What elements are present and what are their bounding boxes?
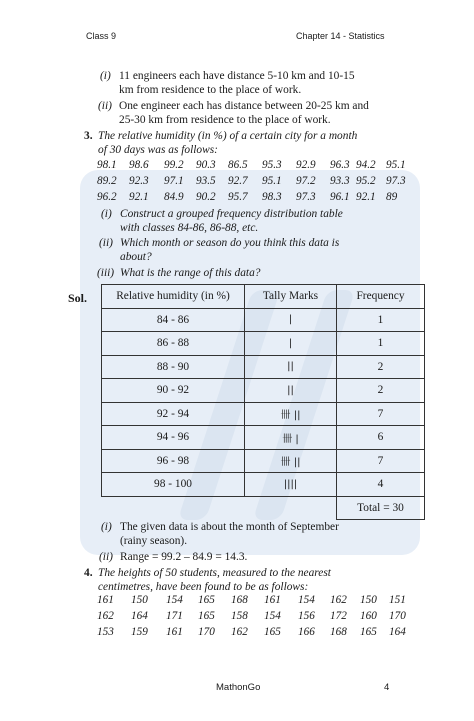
table-row	[102, 379, 425, 403]
solution-label: Sol.	[68, 291, 88, 305]
sol-i-line2: (rainy season).	[120, 535, 188, 547]
q4-number: 4.	[84, 567, 93, 579]
height-value: 150	[131, 594, 148, 606]
class-interval: 94 - 96	[102, 426, 245, 450]
humidity-value: 96.2	[97, 191, 117, 203]
height-value: 162	[330, 594, 347, 606]
table-row	[102, 332, 425, 356]
table-row	[102, 355, 425, 379]
prev-i-marker: (i)	[100, 70, 111, 82]
height-value: 170	[389, 610, 406, 622]
humidity-value: 95.1	[386, 159, 406, 171]
humidity-value: 97.3	[296, 191, 316, 203]
class-interval: 98 - 100	[102, 473, 245, 497]
prev-ii-line1: One engineer each has distance between 20-25 km and	[119, 100, 369, 112]
humidity-value: 92.7	[228, 175, 248, 187]
prev-ii-marker: (ii)	[98, 100, 112, 112]
height-value: 150	[360, 594, 377, 606]
table-row	[102, 449, 425, 473]
class-interval: 90 - 92	[102, 379, 245, 403]
height-value: 171	[166, 610, 183, 622]
height-value: 168	[231, 594, 248, 606]
height-value: 170	[198, 626, 215, 638]
height-value: 159	[131, 626, 148, 638]
height-value: 165	[198, 610, 215, 622]
humidity-value: 95.3	[262, 159, 282, 171]
sol-ii-marker: (ii)	[99, 551, 113, 563]
height-value: 151	[389, 594, 406, 606]
humidity-value: 89.2	[97, 175, 117, 187]
tally-marks: |	[245, 308, 337, 332]
class-interval: 92 - 94	[102, 402, 245, 426]
height-value: 154	[298, 594, 315, 606]
tally-marks: 卌 |	[245, 426, 337, 450]
height-value: 160	[360, 610, 377, 622]
empty-cell	[102, 496, 245, 520]
frequency-value: 2	[337, 379, 425, 403]
humidity-value: 98.3	[262, 191, 282, 203]
humidity-value: 95.1	[262, 175, 282, 187]
humidity-value: 94.2	[356, 159, 376, 171]
prev-i-line1: 11 engineers each have distance 5-10 km and 10-15	[119, 70, 355, 82]
frequency-value: 7	[337, 449, 425, 473]
humidity-value: 95.7	[228, 191, 248, 203]
frequency-value: 6	[337, 426, 425, 450]
q4-line1: The heights of 50 students, measured to the nearest	[98, 567, 331, 579]
humidity-value: 92.1	[129, 191, 149, 203]
q3-ii-line1: Which month or season do you think this data is	[120, 237, 340, 249]
humidity-value: 97.3	[386, 175, 406, 187]
humidity-value: 86.5	[228, 159, 248, 171]
height-value: 153	[97, 626, 114, 638]
height-value: 165	[264, 626, 281, 638]
height-value: 164	[389, 626, 406, 638]
page-number: 4	[384, 682, 390, 693]
header-frequency: Frequency	[337, 285, 425, 309]
height-value: 162	[231, 626, 248, 638]
humidity-value: 99.2	[164, 159, 184, 171]
header-humidity: Relative humidity (in %)	[102, 285, 245, 309]
height-value: 161	[264, 594, 281, 606]
humidity-value: 93.3	[330, 175, 350, 187]
frequency-table	[101, 284, 425, 520]
empty-cell	[245, 496, 337, 520]
header-chapter: Chapter 14 - Statistics	[296, 31, 385, 41]
q3-line2: of 30 days was as follows:	[98, 144, 218, 156]
humidity-value: 95.2	[356, 175, 376, 187]
q3-i-line2: with classes 84-86, 86-88, etc.	[120, 222, 259, 234]
q3-i-marker: (i)	[101, 208, 112, 220]
humidity-value: 92.1	[356, 191, 376, 203]
frequency-total: Total = 30	[337, 496, 425, 520]
height-value: 172	[330, 610, 347, 622]
humidity-value: 90.3	[196, 159, 216, 171]
height-value: 165	[360, 626, 377, 638]
tally-marks: ||	[245, 379, 337, 403]
table-total-row	[102, 496, 425, 520]
humidity-value: 93.5	[196, 175, 216, 187]
tally-marks: ||	[245, 355, 337, 379]
class-interval: 96 - 98	[102, 449, 245, 473]
tally-marks: ||||	[245, 473, 337, 497]
tally-marks: 卌 ||	[245, 402, 337, 426]
footer-brand: MathonGo	[216, 682, 261, 693]
sol-i-line1: The given data is about the month of September	[120, 521, 339, 533]
humidity-value: 98.1	[97, 159, 117, 171]
prev-i-line2: km from residence to the place of work.	[119, 84, 302, 96]
header-class: Class 9	[86, 31, 117, 41]
table-row	[102, 426, 425, 450]
frequency-value: 1	[337, 332, 425, 356]
q3-ii-line2: about?	[120, 251, 152, 263]
humidity-value: 96.1	[330, 191, 350, 203]
humidity-value: 92.9	[296, 159, 316, 171]
humidity-value: 96.3	[330, 159, 350, 171]
class-interval: 84 - 86	[102, 308, 245, 332]
height-value: 166	[298, 626, 315, 638]
frequency-value: 7	[337, 402, 425, 426]
q3-iii-line: What is the range of this data?	[120, 267, 261, 279]
table-row	[102, 473, 425, 497]
header-tally: Tally Marks	[245, 285, 337, 309]
sol-i-marker: (i)	[101, 521, 112, 533]
humidity-value: 92.3	[129, 175, 149, 187]
frequency-value: 4	[337, 473, 425, 497]
height-value: 165	[198, 594, 215, 606]
height-value: 154	[264, 610, 281, 622]
sol-ii-line: Range = 99.2 – 84.9 = 14.3.	[120, 551, 248, 563]
height-value: 164	[131, 610, 148, 622]
q3-i-line1: Construct a grouped frequency distribution table	[120, 208, 343, 220]
tally-marks: |	[245, 332, 337, 356]
q3-ii-marker: (ii)	[99, 237, 113, 249]
frequency-value: 1	[337, 308, 425, 332]
q4-line2: centimetres, have been found to be as follows:	[98, 581, 309, 593]
height-value: 161	[166, 626, 183, 638]
height-value: 168	[330, 626, 347, 638]
height-value: 162	[97, 610, 114, 622]
table-header-row	[102, 285, 425, 309]
humidity-value: 97.2	[296, 175, 316, 187]
q3-number: 3.	[84, 130, 93, 142]
q3-iii-marker: (iii)	[97, 267, 115, 279]
table-row	[102, 308, 425, 332]
tally-marks: 卌 ||	[245, 449, 337, 473]
humidity-value: 84.9	[164, 191, 184, 203]
humidity-value: 89	[386, 191, 398, 203]
height-value: 156	[298, 610, 315, 622]
height-value: 158	[231, 610, 248, 622]
humidity-value: 98.6	[129, 159, 149, 171]
frequency-value: 2	[337, 355, 425, 379]
height-value: 161	[97, 594, 114, 606]
table-row	[102, 402, 425, 426]
class-interval: 86 - 88	[102, 332, 245, 356]
height-value: 154	[166, 594, 183, 606]
q3-line1: The relative humidity (in %) of a certain city for a month	[98, 130, 358, 142]
humidity-value: 90.2	[196, 191, 216, 203]
humidity-value: 97.1	[164, 175, 184, 187]
prev-ii-line2: 25-30 km from residence to the place of work.	[119, 114, 331, 126]
class-interval: 88 - 90	[102, 355, 245, 379]
